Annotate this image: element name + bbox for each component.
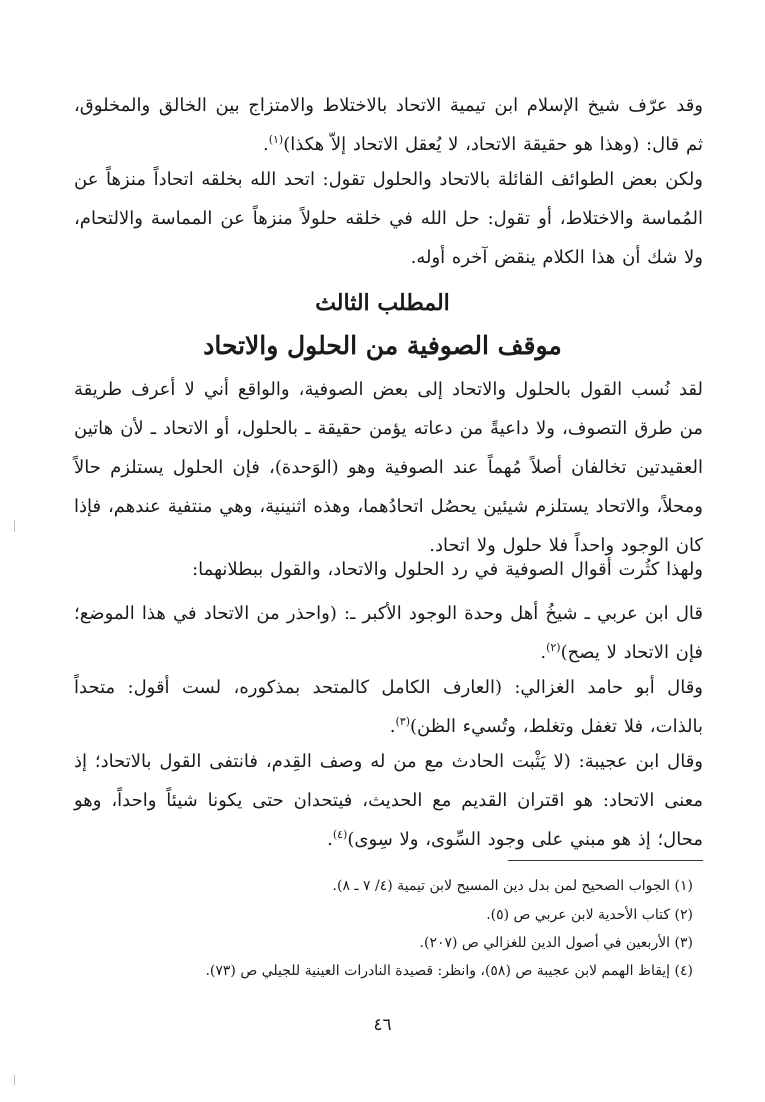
paragraph-text: وقال أبو حامد الغزالي: (العارف الكامل كالمتحد بمذكوره، لست أقول: متحداً بالذات، فلا تغفل وتغلط، وتُسيء الظن) [74, 677, 703, 737]
section-title: موقف الصوفية من الحلول والاتحاد [203, 331, 562, 360]
footnote-separator [508, 860, 703, 861]
footnote-ref: (٤) [332, 828, 348, 841]
paragraph-4 [74, 550, 703, 589]
footnote-3: (٣) الأربعين في أصول الدين للغزالي ص (٢٠٧). [419, 935, 693, 951]
paragraph-end: . [262, 134, 269, 155]
paragraph-3 [74, 370, 703, 565]
scan-edge-mark [14, 1075, 15, 1085]
paragraph-text: ولهذا كثُرت أقوال الصوفية في رد الحلول والاتحاد، والقول ببطلانهما: [192, 559, 703, 580]
footnote-ref: (١) [268, 133, 284, 146]
footnote-4: (٤) إيقاظ الهمم لابن عجيبة ص (٥٨)، وانظر: قصيدة النادرات العينية للجيلي ص (٧٣). [205, 963, 693, 979]
footnote-1: (١) الجواب الصحيح لمن بدل دين المسيح لابن تيمية (٤/ ٧ ـ ٨). [332, 878, 693, 894]
paragraph-text: وقد عرّف شيخ الإسلام ابن تيمية الاتحاد بالاختلاط والامتزاج بين الخالق والمخلوق، ثم قال: (وهذا هو حقيقة الاتحاد، لا يُعقل الاتحاد إلاّ هكذا) [74, 95, 703, 155]
scan-edge-mark [14, 520, 15, 532]
paragraph-6 [74, 668, 703, 746]
paragraph-end: . [389, 716, 396, 737]
footnote-ref: (٣) [395, 715, 410, 728]
footnote-ref: (٢) [546, 641, 561, 654]
paragraph-end: . [540, 642, 547, 663]
paragraph-text: لقد نُسب القول بالحلول والاتحاد إلى بعض الصوفية، والواقع أني لا أعرف طريقة من طرق التصوف، ولا داعيةً من دعاته يؤمن حقيقة ـ بالحلول، أو الاتحاد ـ لأن هاتين العقيدتين تخالفان أصلاً مُهماً عند الصوفية وهو (الوَحدة)، فإن الحلول يستلزم حالاً ومحلاً، والاتحاد يستلزم شيئين يحصُل اتحادُهما، وهذه اثنينية، وهي منتفية عندهم، فإذا كان الوجود واحداً فلا حلول ولا اتحاد. [74, 379, 703, 556]
section-heading: المطلب الثالث [315, 290, 450, 316]
paragraph-text: وقال ابن عجيبة: (لا يَثْبت الحادث مع من له وصف القِدم، فانتفى القول بالاتحاد؛ إذ معنى الاتحاد: هو اقتران القديم مع الحديث، فيتحدان حتى يكونا شيئاً واحداً، وهو محال؛ إذ هو مبني على وجود السِّوى، ولا سِوى) [74, 751, 703, 850]
footnote-2: (٢) كتاب الأحدية لابن عربي ص (٥). [486, 907, 693, 923]
page-number: ٤٦ [373, 1015, 392, 1035]
paragraph-text: قال ابن عربي ـ شيخُ أهل وحدة الوجود الأكبر ـ: (واحذر من الاتحاد في هذا الموضع؛ فإن الاتحاد لا يصح) [74, 603, 703, 663]
paragraph-text: ولكن بعض الطوائف القائلة بالاتحاد والحلول تقول: اتحد الله بخلقه اتحاداً منزهاً عن المُماسة والاختلاط، أو تقول: حل الله في خلقه حلولاً منزهاً عن المماسة والالتحام، ولا شك أن هذا الكلام ينقض آخره أوله. [74, 169, 703, 268]
paragraph-7 [74, 742, 703, 859]
paragraph-1 [74, 86, 703, 164]
paragraph-2 [74, 160, 703, 277]
paragraph-5 [74, 594, 703, 672]
paragraph-end: . [327, 829, 333, 850]
